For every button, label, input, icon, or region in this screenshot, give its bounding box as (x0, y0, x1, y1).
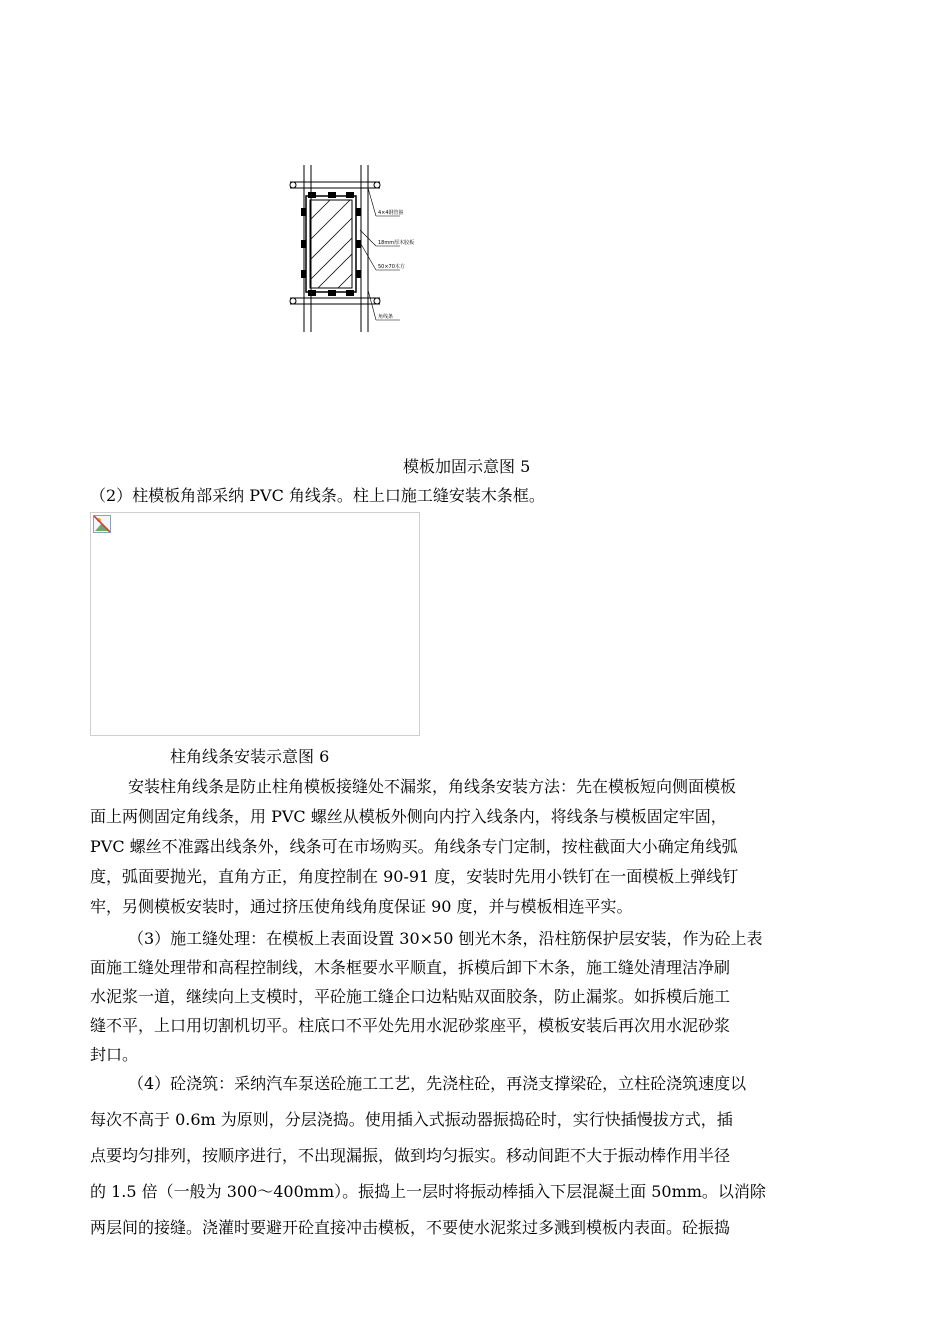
label-plywood: 18mm厚木胶板 (378, 240, 415, 246)
paragraph-line: 安装柱角线条是防止柱角模板接缝处不漏浆，角线条安装方法：先在模板短向侧面模板 (128, 777, 737, 796)
paragraph-line: （3）施工缝处理：在模板上表面设置 30×50 刨光木条，沿柱筋保护层安装，作为砼上表 (128, 929, 763, 948)
paragraph-line: 牢，另侧模板安装时，通过挤压使角线角度保证 90 度，并与模板相连平实。 (90, 897, 633, 916)
paragraph-line: 度，弧面要抛光，直角方正，角度控制在 90-91 度，安装时先用小铁钉在一面模板上弹线钉 (90, 867, 739, 886)
paragraph-line: 面施工缝处理带和高程控制线，木条框要水平顺直，拆模后卸下木条，施工缝处清理洁净刷 (90, 958, 731, 977)
broken-image-icon (93, 515, 111, 533)
figure5-caption: 模板加固示意图 5 (403, 457, 531, 476)
figure6-caption: 柱角线条安装示意图 6 (170, 747, 330, 766)
label-steel-hoop: 4×4钢管箍 (378, 210, 404, 216)
note-2: （2）柱模板角部采纳 PVC 角线条。柱上口施工缝安装木条框。 (90, 486, 545, 505)
paragraph-line: 点要均匀排列，按顺序进行，不出现漏振，做到均匀振实。移动间距不大于振动棒作用半径 (90, 1146, 731, 1165)
formwork-diagram (280, 160, 430, 340)
formwork-diagram-drawing (280, 160, 430, 340)
paragraph-line: 的 1.5 倍（一般为 300～400mm）。振捣上一层时将振动棒插入下层混凝土面 50mm。以消除 (90, 1182, 766, 1201)
paragraph-corner-strip (90, 772, 862, 922)
paragraph-line: 每次不高于 0.6m 为原则，分层浇捣。使用插入式振动器振捣砼时，实行快插慢拔方式，插 (90, 1110, 733, 1129)
paragraph-concrete-pouring (90, 1066, 862, 1246)
corner-strip-image (90, 512, 420, 736)
paragraph-line: PVC 螺丝不准露出线条外，线条可在市场购买。角线条专门定制，按柱截面大小确定角线弧 (90, 837, 738, 856)
paragraph-line: 水泥浆一道，继续向上支模时，平砼施工缝企口边粘贴双面胶条，防止漏浆。如拆模后施工 (90, 987, 731, 1006)
paragraph-construction-joint (90, 924, 862, 1069)
paragraph-line: 面上两侧固定角线条，用 PVC 螺丝从模板外侧向内拧入线条内，将线条与模板固定牢固， (90, 807, 727, 826)
paragraph-line: （4）砼浇筑：采纳汽车泵送砼施工工艺，先浇柱砼，再浇支撑梁砼，立柱砼浇筑速度以 (128, 1074, 747, 1093)
paragraph-line: 两层间的接缝。浇灌时要避开砼直接冲击模板，不要使水泥浆过多溅到模板内表面。砼振捣 (90, 1218, 731, 1237)
paragraph-line: 缝不平，上口用切割机切平。柱底口不平处先用水泥砂浆座平，模板安装后再次用水泥砂浆 (90, 1016, 731, 1035)
label-timber: 50×70木方 (378, 264, 405, 270)
paragraph-line: 封口。 (90, 1045, 139, 1064)
label-corner-strip: 角线条 (378, 314, 394, 320)
